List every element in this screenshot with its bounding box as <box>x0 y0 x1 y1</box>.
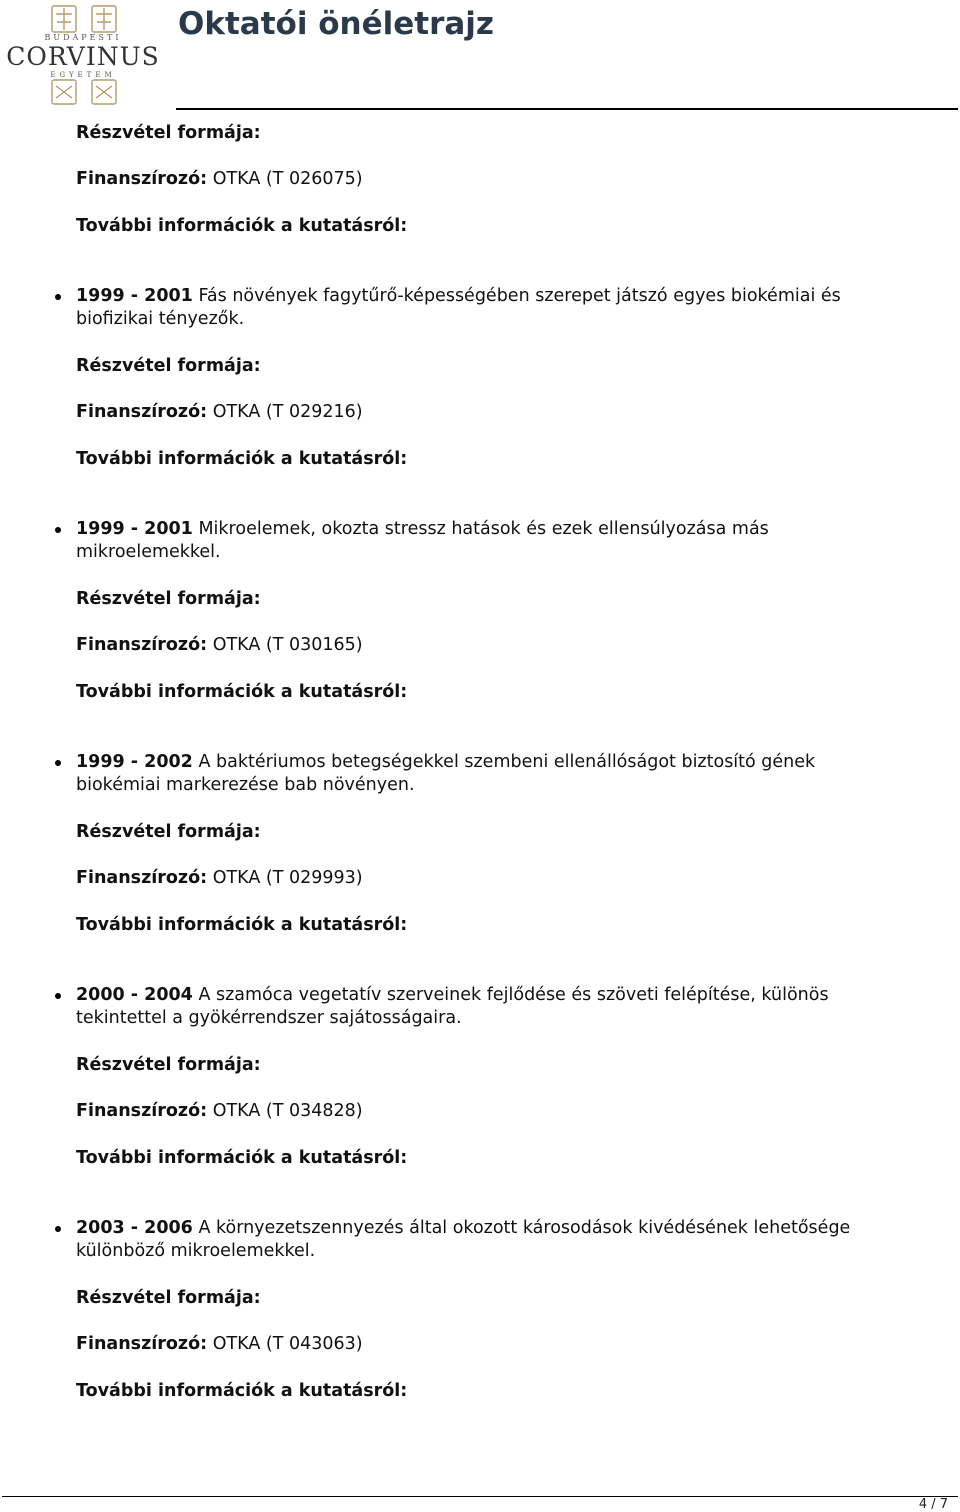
funder-label: Finanszírozó: <box>76 1101 208 1121</box>
funder-value: OTKA (T 026075) <box>212 169 363 189</box>
item-years: 2003 - 2006 <box>76 1218 193 1238</box>
funder-row <box>76 634 363 657</box>
svg-text:CORVINUS: CORVINUS <box>6 42 160 71</box>
item-title: A baktériumos betegségekkel szembeni ellenállóságot biztosító gének <box>198 752 816 772</box>
more-info-label: További információk a kutatásról: <box>76 1381 408 1401</box>
list-item <box>76 1217 850 1240</box>
funder-value: OTKA (T 043063) <box>212 1334 363 1354</box>
bullet-icon <box>55 993 61 999</box>
item-years: 2000 - 2004 <box>76 985 193 1005</box>
participation-label: Részvétel formája: <box>76 1055 261 1075</box>
item-title-cont: biokémiai markerezése bab növényen. <box>76 775 415 795</box>
item-years: 1999 - 2001 <box>76 519 193 539</box>
more-info-label: További információk a kutatásról: <box>76 682 408 702</box>
funder-label: Finanszírozó: <box>76 402 208 422</box>
funder-row <box>76 401 363 424</box>
participation-label: Részvétel formája: <box>76 589 261 609</box>
funder-label: Finanszírozó: <box>76 169 208 189</box>
item-title-cont: biofizikai tényezők. <box>76 309 245 329</box>
bullet-icon <box>55 294 61 300</box>
funder-value: OTKA (T 029993) <box>212 868 363 888</box>
list-item <box>76 751 815 774</box>
item-title-cont: különböző mikroelemekkel. <box>76 1241 316 1261</box>
corvinus-logo <box>2 2 164 106</box>
svg-text:EGYETEM: EGYETEM <box>50 71 116 79</box>
participation-label: Részvétel formája: <box>76 1288 261 1308</box>
list-item <box>76 285 841 308</box>
item-title: Mikroelemek, okozta stressz hatások és ezek ellensúlyozása más <box>198 519 769 539</box>
funder-row <box>76 168 363 191</box>
funder-row <box>76 867 363 890</box>
item-title: Fás növények fagytűrő-képességében szerepet játszó egyes biokémiai és <box>198 286 841 306</box>
item-years: 1999 - 2001 <box>76 286 193 306</box>
more-info-label: További információk a kutatásról: <box>76 216 408 236</box>
participation-label: Részvétel formája: <box>76 356 261 376</box>
bullet-icon <box>55 760 61 766</box>
more-info-label: További információk a kutatásról: <box>76 1148 408 1168</box>
item-title-cont: tekintettel a gyökérrendszer sajátosságaira. <box>76 1008 462 1028</box>
more-info-label: További információk a kutatásról: <box>76 449 408 469</box>
list-item <box>76 984 829 1007</box>
funder-label: Finanszírozó: <box>76 1334 208 1354</box>
funder-value: OTKA (T 030165) <box>212 635 363 655</box>
page-title: Oktatói önéletrajz <box>178 6 494 42</box>
page-number: 4 / 7 <box>918 1497 948 1512</box>
funder-row <box>76 1100 363 1123</box>
item-title: A szamóca vegetatív szerveinek fejlődése és szöveti felépítése, különös <box>198 985 829 1005</box>
bullet-icon <box>55 527 61 533</box>
item-years: 1999 - 2002 <box>76 752 193 772</box>
list-item <box>76 518 769 541</box>
participation-label: Részvétel formája: <box>76 822 261 842</box>
funder-label: Finanszírozó: <box>76 868 208 888</box>
svg-text:BUDAPESTI: BUDAPESTI <box>44 33 122 42</box>
footer-divider <box>2 1496 958 1497</box>
page-header <box>0 0 960 112</box>
bullet-icon <box>55 1226 61 1232</box>
funder-row <box>76 1333 363 1356</box>
item-title-cont: mikroelemekkel. <box>76 542 221 562</box>
item-title: A környezetszennyezés által okozott károsodások kivédésének lehetősége <box>198 1218 851 1238</box>
participation-label: Részvétel formája: <box>76 123 261 143</box>
funder-label: Finanszírozó: <box>76 635 208 655</box>
more-info-label: További információk a kutatásról: <box>76 915 408 935</box>
funder-value: OTKA (T 034828) <box>212 1101 363 1121</box>
header-divider <box>176 108 958 110</box>
funder-value: OTKA (T 029216) <box>212 402 363 422</box>
